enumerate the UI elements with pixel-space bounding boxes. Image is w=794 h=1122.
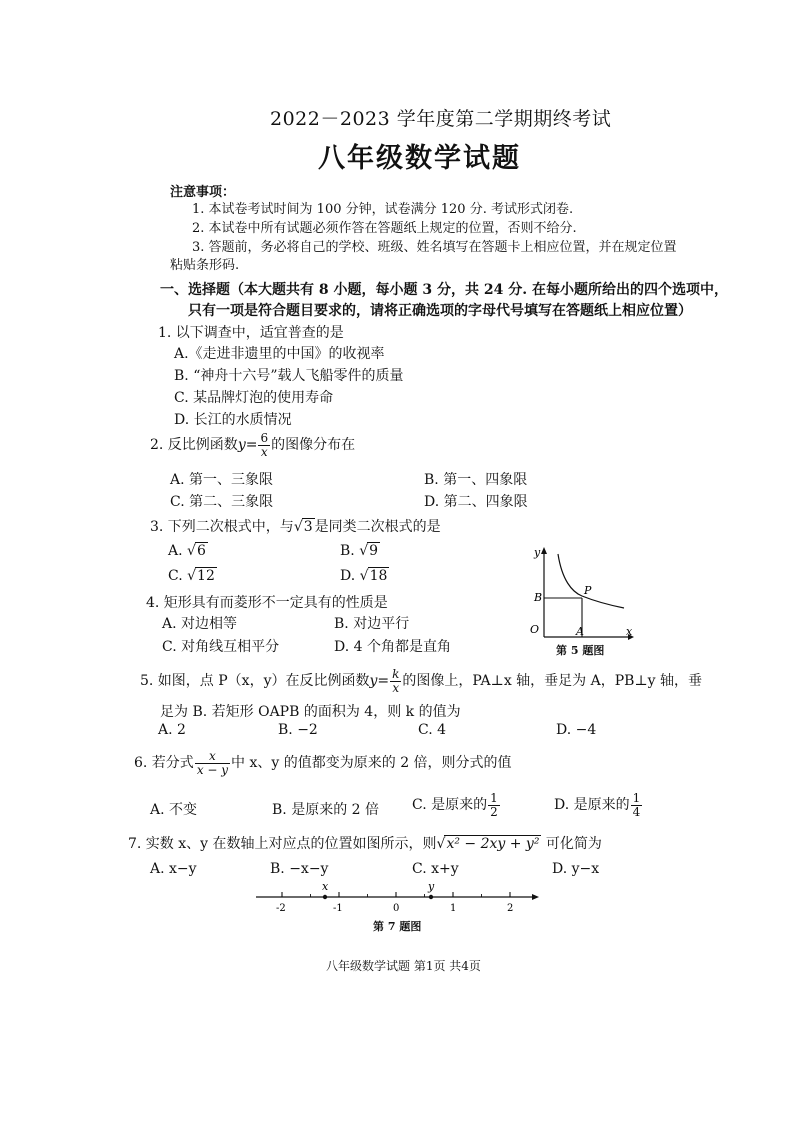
q7-option-b: B. −x−y bbox=[270, 861, 329, 877]
fig7-tick-label: 0 bbox=[393, 903, 400, 914]
q2-pre: 2. 反比例函数 bbox=[150, 437, 238, 454]
q2-numerator: 6 bbox=[260, 431, 269, 445]
q7-post: 可化简为 bbox=[545, 836, 602, 852]
q6-option-c: C. 是原来的 $\frac{1}{2}$ bbox=[412, 791, 498, 819]
fig5-x-label: x bbox=[626, 625, 633, 638]
q4-option-a: A. 对边相等 bbox=[162, 616, 238, 632]
q3-option-a: A. √6 bbox=[168, 543, 206, 559]
q2-denominator: x bbox=[260, 444, 268, 459]
q1-option-a: A.《走进非遗里的中国》的收视率 bbox=[174, 346, 385, 362]
q5-numerator: k bbox=[392, 667, 400, 681]
fig7-y-label: y bbox=[428, 880, 435, 893]
q4-option-c: C. 对角线互相平分 bbox=[162, 639, 280, 655]
q4-option-d: D. 4 个角都是直角 bbox=[334, 639, 451, 655]
section-heading: 一、选择题（本大题共有 8 小题，每小题 3 分，共 24 分. 在每小题所给出的四个选项中， bbox=[160, 282, 728, 298]
q6-stem bbox=[134, 750, 512, 776]
q5-stem bbox=[140, 668, 702, 694]
q6-denominator: x − y bbox=[196, 762, 229, 777]
figure-7-number-line bbox=[250, 878, 550, 918]
q2-stem bbox=[150, 432, 355, 458]
q4-option-b: B. 对边平行 bbox=[334, 616, 410, 632]
fig5-curve bbox=[558, 554, 624, 608]
q2-option-d: D. 第二、四象限 bbox=[424, 494, 528, 510]
fig7-y-point bbox=[429, 895, 433, 899]
fig7-x-point bbox=[323, 895, 327, 899]
q5-eq: = bbox=[377, 673, 390, 690]
q7-pre: 7. 实数 x、y 在数轴上对应点的位置如图所示，则 bbox=[128, 836, 437, 852]
fig5-y-arrow bbox=[541, 547, 547, 554]
q7-option-a: A. x−y bbox=[150, 861, 197, 877]
q1-option-d: D. 长江的水质情况 bbox=[174, 412, 292, 428]
q3-option-d: D. √18 bbox=[340, 568, 388, 584]
q6-option-b: B. 是原来的 2 倍 bbox=[272, 802, 379, 818]
q6-option-d: D. 是原来的 $\frac{1}{4}$ bbox=[554, 791, 641, 819]
q2-option-a: A. 第一、三象限 bbox=[170, 472, 274, 488]
q5-denominator: x bbox=[392, 680, 400, 695]
fig5-a-label: A bbox=[576, 625, 584, 638]
q3-option-c: C. √12 bbox=[168, 568, 215, 584]
fig5-p-label: P bbox=[584, 584, 592, 597]
q5-option-d: D. −4 bbox=[556, 722, 597, 738]
fig7-caption: 第 7 题图 bbox=[373, 920, 422, 933]
q7-option-c: C. x+y bbox=[412, 861, 459, 877]
q5-option-b: B. −2 bbox=[278, 722, 318, 738]
fig5-b-label: B bbox=[534, 591, 543, 604]
fig7-x-label: x bbox=[322, 880, 329, 893]
q1-option-b: B. “神舟十六号”载人飞船零件的质量 bbox=[174, 368, 404, 384]
q5-stem-cont: 足为 B. 若矩形 OAPB 的面积为 4，则 k 的值为 bbox=[160, 704, 461, 720]
q6-fraction bbox=[195, 750, 230, 776]
q2-eq: = bbox=[245, 437, 258, 454]
q1-stem: 1. 以下调查中，适宜普查的是 bbox=[158, 325, 344, 341]
q5-option-c: C. 4 bbox=[418, 722, 447, 738]
q2-fraction bbox=[258, 432, 270, 458]
q6-post: 中 x、y 的值都变为原来的 2 倍，则分式的值 bbox=[231, 755, 512, 772]
q4-stem: 4. 矩形具有而菱形不一定具有的性质是 bbox=[146, 595, 388, 611]
note-2: 2. 本试卷中所有试题必须作答在答题纸上规定的位置，否则不给分. bbox=[192, 221, 577, 236]
exam-subtitle: 八年级数学试题 bbox=[318, 143, 521, 174]
fig7-tick-label: -2 bbox=[276, 903, 286, 914]
notes-heading: 注意事项： bbox=[170, 185, 236, 200]
q1-option-c: C. 某品牌灯泡的使用寿命 bbox=[174, 390, 334, 406]
page-footer: 八年级数学试题 第1页 共4页 bbox=[326, 959, 481, 973]
q6-numerator: x bbox=[195, 750, 230, 764]
q3-stem: 3. 下列二次根式中，与√3 是同类二次根式的是 bbox=[150, 519, 441, 535]
q2-post: 的图像分布在 bbox=[271, 437, 356, 454]
section-heading-cont: 只有一项是符合题目要求的，请将正确选项的字母代号填写在答题纸上相应位置） bbox=[188, 303, 692, 319]
fig7-tick-label: -1 bbox=[333, 903, 343, 914]
q7-option-d: D. y−x bbox=[552, 861, 600, 877]
fig5-caption: 第 5 题图 bbox=[556, 644, 605, 657]
q5-fraction bbox=[390, 668, 401, 694]
note-3: 3. 答题前，务必将自己的学校、班级、姓名填写在答题卡上相应位置，并在规定位置 bbox=[192, 240, 677, 255]
q2-var: y bbox=[237, 437, 246, 454]
fig5-y-label: y bbox=[534, 546, 541, 559]
q3-option-b: B. √9 bbox=[340, 543, 379, 559]
q7-radicand: x² − 2xy + y² bbox=[446, 836, 540, 852]
q5-post: 的图像上，PA⊥x 轴，垂足为 A，PB⊥y 轴，垂 bbox=[402, 673, 702, 690]
q6-pre: 6. 若分式 bbox=[134, 755, 194, 772]
fig7-tick-label: 2 bbox=[507, 903, 514, 914]
fig7-tick-label: 1 bbox=[450, 903, 457, 914]
q5-var: y bbox=[369, 673, 378, 690]
fig7-arrow bbox=[532, 894, 539, 900]
figure-5 bbox=[522, 540, 638, 656]
q6-option-a: A. 不变 bbox=[150, 802, 198, 818]
q7-stem: 7. 实数 x、y 在数轴上对应点的位置如图所示，则√x² − 2xy + y² 可化简为 bbox=[128, 836, 602, 852]
q5-pre: 5. 如图，点 P（x，y）在反比例函数 bbox=[140, 673, 370, 690]
exam-title: 2022－2023 学年度第二学期期终考试 bbox=[270, 108, 612, 130]
q3-post: 是同类二次根式的是 bbox=[314, 519, 441, 535]
q2-option-c: C. 第二、三象限 bbox=[170, 494, 274, 510]
note-1: 1. 本试卷考试时间为 100 分钟，试卷满分 120 分. 考试形式闭卷. bbox=[192, 202, 574, 217]
q5-option-a: A. 2 bbox=[158, 722, 186, 738]
q3-radicand: 3 bbox=[303, 519, 313, 535]
note-3-cont: 粘贴条形码. bbox=[170, 258, 240, 273]
q2-option-b: B. 第一、四象限 bbox=[424, 472, 528, 488]
fig5-o-label: O bbox=[530, 623, 540, 636]
q3-pre: 3. 下列二次根式中，与 bbox=[150, 519, 294, 535]
